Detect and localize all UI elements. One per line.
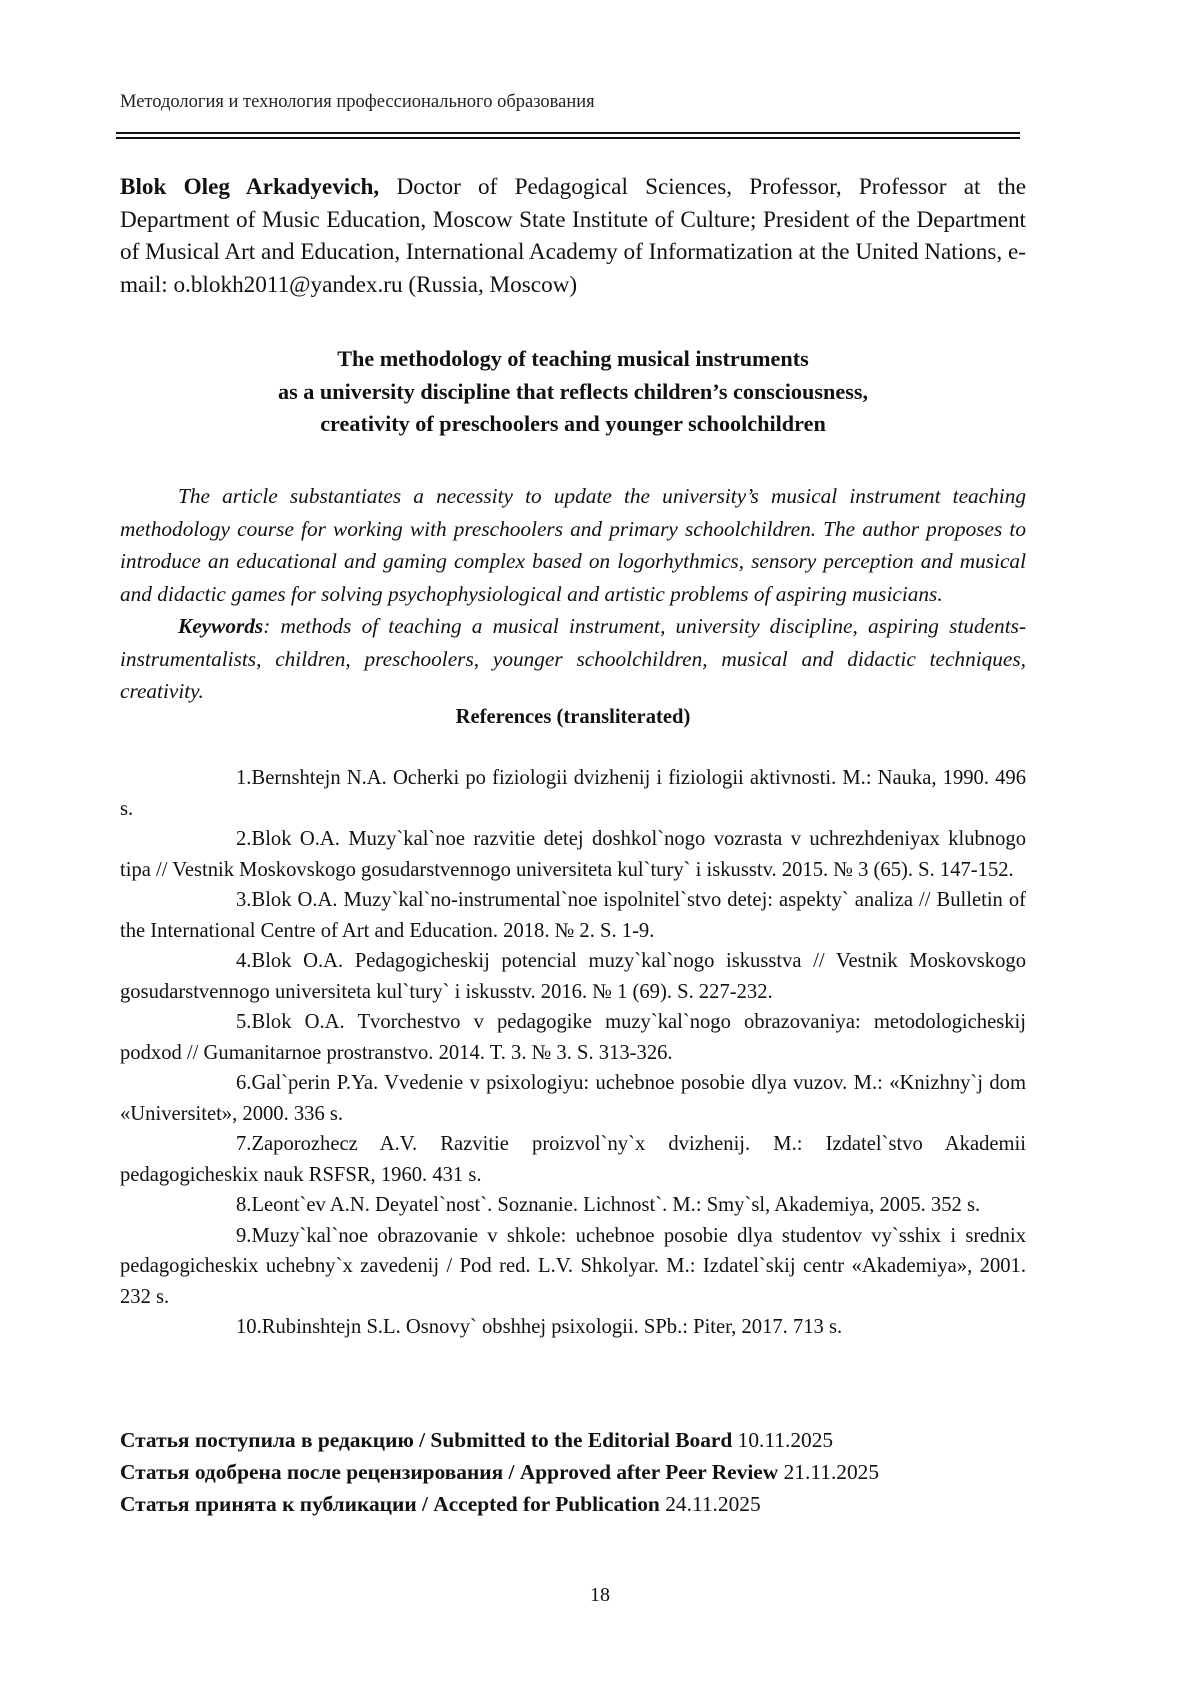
reference-text: Bernshtejn N.A. Ocherki po fiziologii dvizhenij i fiziologii aktivnosti. M.: Nauka, 1990. 496 s. [120,767,1026,820]
keywords-text: : methods of teaching a musical instrument, university discipline, aspiring students-instrumentalists, children, preschoolers, younger schoolchildren, musical and didactic techniques, creativity. [120,614,1026,703]
author-details: Doctor of Pedagogical Sciences, Professor, Professor at the Department of Music Education, Moscow State Institute of Culture; President of the Department of Musical Art and Education, International Academy of Informatization at the United Nations, e-mail: o.blokh2011@yandex.ru (Russia, Moscow) [120,174,1026,298]
reference-item [120,824,1026,885]
approved-date: 21.11.2025 [783,1460,880,1484]
author-info [120,171,1026,301]
keywords-label: Keywords [178,614,264,638]
reference-number: 7. [236,1133,252,1155]
reference-text: Blok O.A. Muzy`kal`no-instrumental`noe ispolnitel`stvo detej: aspekty` analiza // Bulletin of the International Centre of Art and Education. 2018. № 2. S. 1-9. [120,889,1026,942]
header-rule [116,132,1020,139]
reference-number: 3. [236,889,252,911]
submitted-date: 10.11.2025 [737,1428,834,1452]
submitted-label: Статья поступила в редакцию / Submitted to the Editorial Board [120,1428,733,1452]
accepted-line [120,1488,1026,1520]
page-number: 18 [590,1584,610,1606]
reference-number: 6. [236,1072,252,1094]
article-title-line-2: as a university discipline that reflects children’s consciousness, [277,378,869,404]
reference-number: 8. [236,1194,252,1216]
reference-item [120,946,1026,1007]
article-title-line-3: creativity of preschoolers and younger schoolchildren [320,411,826,436]
reference-number: 5. [236,1011,252,1033]
keywords [120,610,1026,708]
reference-text: Rubinshtejn S.L. Osnovy` obshhej psixologii. SPb.: Piter, 2017. 713 s. [261,1316,843,1338]
reference-number: 10. [236,1316,262,1338]
reference-text: Gal`perin P.Ya. Vvedenie v psixologiyu: uchebnoe posobie dlya vuzov. M.: «Knizhny`j dom «Universitet», 2000. 336 s. [120,1072,1026,1125]
accepted-label: Статья принята к публикации / Accepted for Publication [120,1492,660,1516]
reference-item [120,1312,1026,1343]
reference-text: Muzy`kal`noe obrazovanie v shkole: uchebnoe posobie dlya studentov vy`sshix i srednix pedagogicheskix uchebny`x zavedenij / Pod red. L.V. Shkolyar. M.: Izdatel`skij centr «Akademiya», 2001. 232 s. [120,1224,1026,1308]
publication-dates [120,1424,1026,1520]
reference-item [120,763,1026,824]
reference-text: Blok O.A. Pedagogicheskij potencial muzy`kal`nogo iskusstva // Vestnik Moskovskogo gosudarstvennogo universiteta kul`tury` i iskusstv. 2016. № 1 (69). S. 227-232. [120,950,1026,1003]
reference-item [120,885,1026,946]
submitted-line [120,1424,1026,1456]
reference-number: 9. [236,1224,252,1247]
reference-item [120,1068,1026,1129]
reference-number: 2. [236,828,252,850]
author-name: Blok Oleg Arkadyevich, [120,174,380,200]
accepted-date: 24.11.2025 [665,1492,761,1516]
running-header: Методология и технология профессионального образования [120,92,595,112]
references-heading: References (transliterated) [455,706,691,728]
reference-number: 1. [236,767,252,789]
reference-text: Leont`ev A.N. Deyatel`nost`. Soznanie. Lichnost`. M.: Smy`sl, Akademiya, 2005. 352 s. [251,1194,981,1216]
approved-label: Статья одобрена после рецензирования / Approved after Peer Review [120,1460,779,1484]
reference-number: 4. [236,950,252,972]
reference-text: Blok O.A. Tvorchestvo v pedagogike muzy`kal`nogo obrazovaniya: metodologicheskij podxod // Gumanitarnoe prostranstvo. 2014. T. 3. № 3. S. 313-326. [120,1011,1026,1064]
abstract-text: The article substantiates a necessity to update the university’s musical instrument teaching methodology course for working with preschoolers and primary schoolchildren. The author proposes to introduce an educational and gaming complex based on logorhythmics, sensory perception and musical and didactic games for solving psychophysiological and artistic problems of aspiring musicians. [120,484,1026,606]
approved-line [120,1456,1026,1488]
references-list [120,763,1026,1343]
abstract [120,480,1026,708]
reference-item [120,1190,1026,1221]
reference-text: Blok O.A. Muzy`kal`noe razvitie detej doshkol`nogo vozrasta v uchrezhdeniyax klubnogo tipa // Vestnik Moskovskogo gosudarstvennogo universiteta kul`tury` i iskusstv. 2015. № 3 (65). S. 147-152. [120,828,1026,881]
reference-item [120,1221,1026,1313]
reference-item [120,1129,1026,1190]
article-title-line-1: The methodology of teaching musical instruments [337,346,809,371]
reference-item [120,1007,1026,1068]
article-title [120,343,1026,441]
reference-text: Zaporozhecz A.V. Razvitie proizvol`ny`x dvizhenij. M.: Izdatel`stvo Akademii pedagogicheskix nauk RSFSR, 1960. 431 s. [120,1133,1026,1186]
